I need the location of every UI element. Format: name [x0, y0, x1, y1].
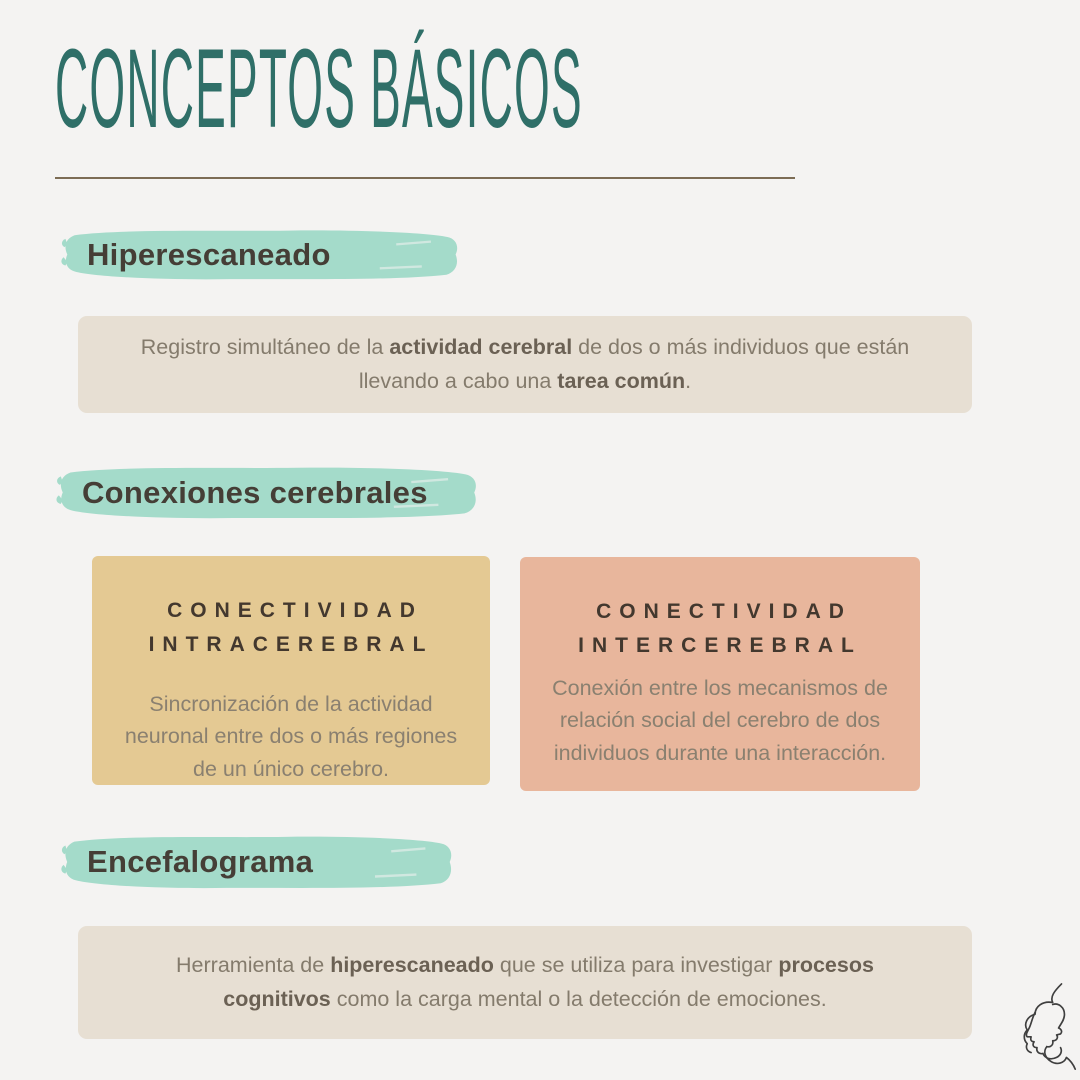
section-heading-label: Conexiones cerebrales	[82, 474, 428, 510]
definition-box-encefalograma	[78, 926, 972, 1039]
concept-card-intercerebral	[520, 557, 920, 791]
title-divider	[55, 177, 795, 179]
text-segment: Herramienta de	[176, 953, 331, 978]
card-title-line: CONECTIVIDAD	[596, 600, 852, 623]
two-faces-line-art-logo-icon	[998, 980, 1078, 1078]
card-title-line: INTRACEREBRAL	[148, 632, 434, 656]
definition-text	[78, 949, 972, 1016]
definition-box-hiperescaneado	[78, 316, 972, 413]
text-segment: que se utiliza para investigar	[493, 953, 779, 978]
concept-card-intracerebral	[92, 556, 490, 785]
card-title	[92, 594, 490, 661]
page-title-text: CONCEPTOS BÁSICOS	[55, 26, 583, 151]
page-title	[55, 26, 1080, 151]
text-segment: como la carga mental o la detección de emociones.	[330, 986, 827, 1011]
text-segment: Registro simultáneo de la	[140, 335, 390, 360]
card-body: Sincronización de la actividad neuronal entre dos o más regiones de un único cerebro.	[124, 692, 458, 781]
section-heading-encefalograma	[60, 832, 456, 892]
text-segment: de dos o más individuos que están llevando a cabo una	[358, 335, 910, 393]
text-segment-bold: tarea común	[557, 368, 686, 393]
section-heading-hiperescaneado	[60, 226, 462, 283]
section-heading-conexiones-cerebrales	[55, 463, 481, 522]
section-heading-label: Encefalograma	[87, 844, 314, 879]
card-title	[520, 595, 920, 662]
text-segment-bold: hiperescaneado	[330, 953, 494, 978]
section-heading-label: Hiperescaneado	[87, 236, 331, 272]
card-title-line: INTERCEREBRAL	[578, 633, 862, 657]
text-segment-bold: procesos cognitivos	[223, 953, 874, 1011]
definition-text	[78, 331, 972, 398]
card-body: Conexión entre los mecanismos de relación social del cerebro de dos individuos durante una interacción.	[552, 676, 888, 765]
text-segment: .	[685, 368, 692, 393]
text-segment-bold: actividad cerebral	[389, 335, 573, 360]
card-title-line: CONECTIVIDAD	[167, 599, 423, 622]
